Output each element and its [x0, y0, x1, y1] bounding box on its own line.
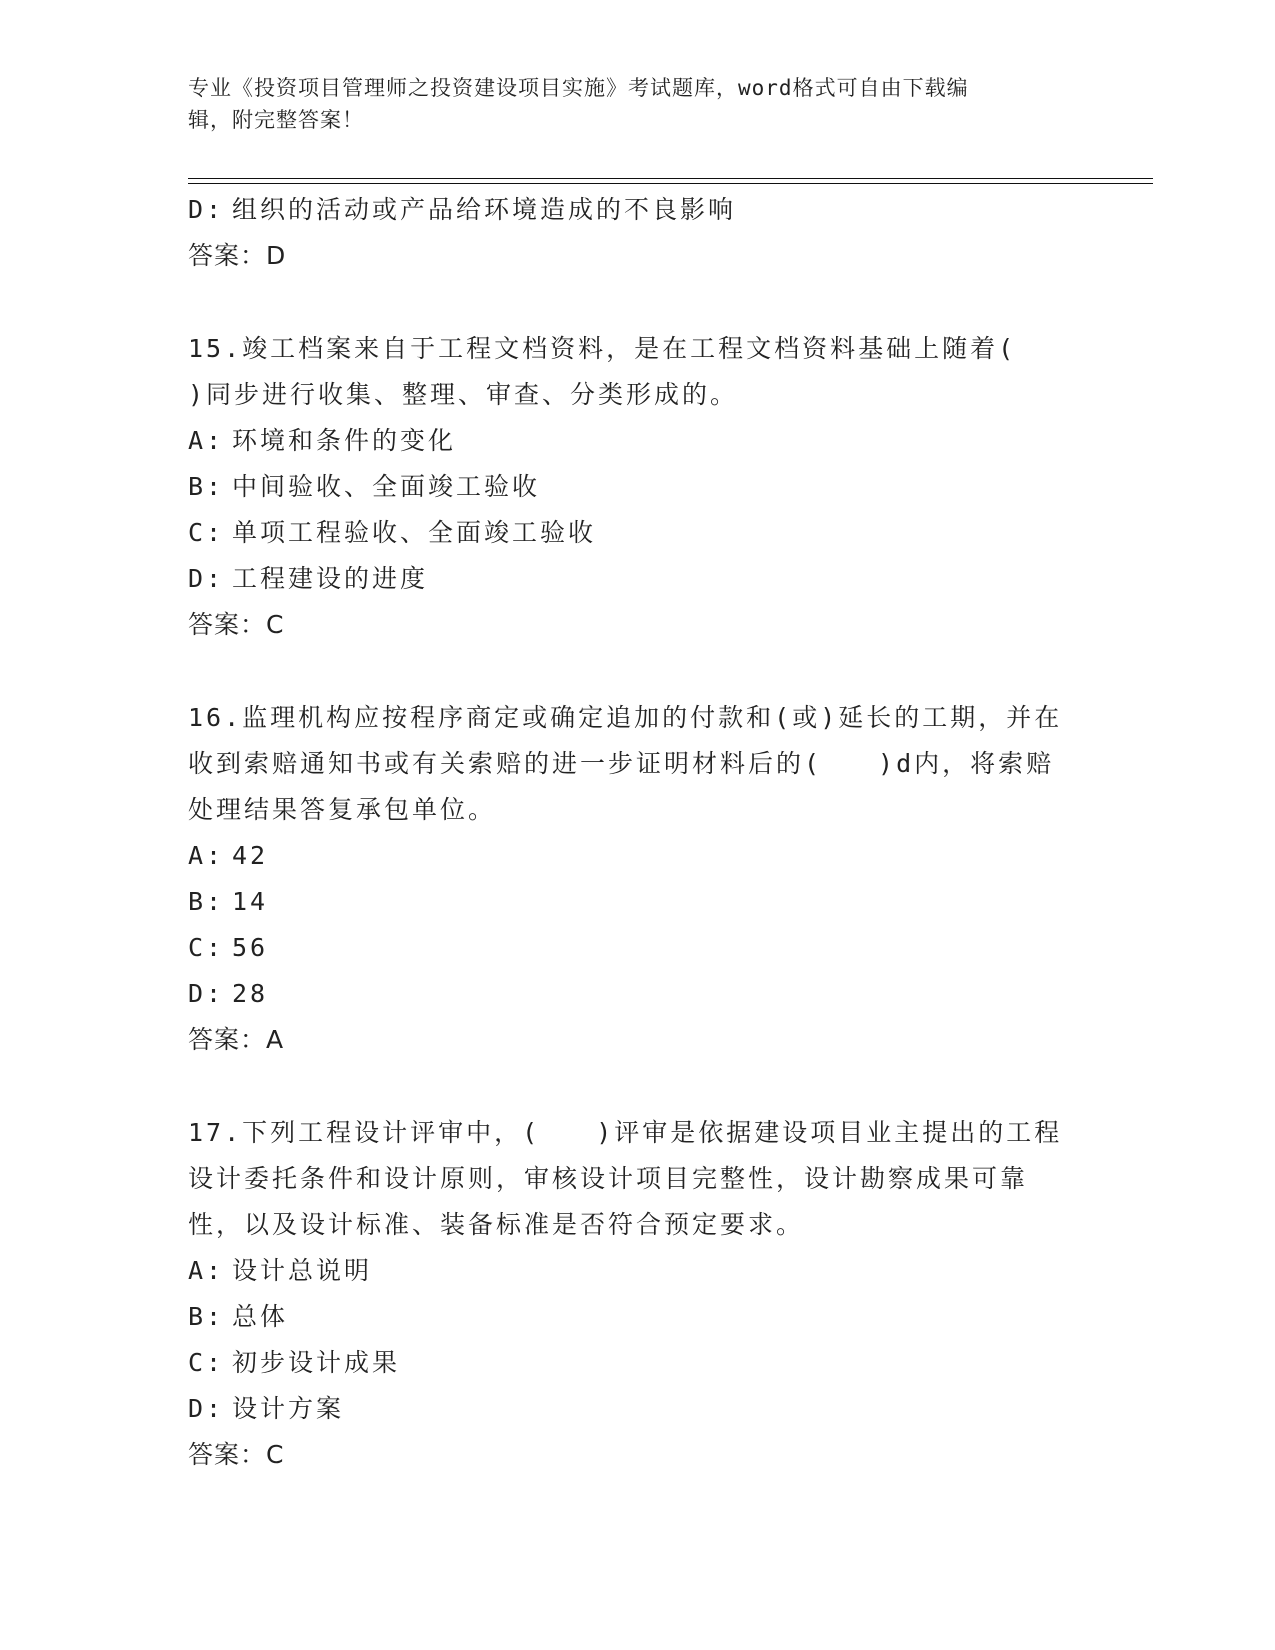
option-text: 环境和条件的变化: [232, 426, 457, 455]
option-text: 总体: [232, 1302, 289, 1331]
option-label: C:: [188, 518, 225, 547]
option-text: 设计总说明: [232, 1256, 373, 1285]
option-b: [188, 1294, 1078, 1340]
option-text: 中间验收、全面竣工验收: [232, 472, 541, 501]
question-text-line: )同步进行收集、整理、审查、分类形成的。: [188, 380, 739, 409]
option-text: 设计方案: [232, 1394, 345, 1423]
header-rule-bottom: [188, 183, 1153, 184]
option-text: 组织的活动或产品给环境造成的不良影响: [232, 195, 737, 224]
question-text-line: 收到索赔通知书或有关索赔的进一步证明材料后的( )d内，将索赔: [188, 749, 1055, 778]
question-17: [188, 1110, 1078, 1478]
option-label: A:: [188, 426, 225, 455]
option-label: B:: [188, 472, 225, 501]
option-b: [188, 464, 1078, 510]
option-a: [188, 833, 1078, 879]
option-label: B:: [188, 1302, 225, 1331]
spacer: [188, 648, 1078, 695]
option-label: D:: [188, 979, 225, 1008]
option-label: D:: [188, 564, 225, 593]
option-text: 28: [232, 979, 269, 1008]
question-content: [188, 187, 1078, 1478]
option-label: D:: [188, 195, 225, 224]
option-d: [188, 971, 1078, 1017]
option-label: C:: [188, 933, 225, 962]
header-line-1: 专业《投资项目管理师之投资建设项目实施》考试题库，word格式可自由下载编: [188, 76, 969, 100]
header-line-2: 辑，附完整答案！: [188, 108, 364, 132]
option-d: [188, 1386, 1078, 1432]
question-16: [188, 695, 1078, 1063]
option-text: 单项工程验收、全面竣工验收: [232, 518, 597, 547]
option-text: 42: [232, 841, 269, 870]
page-header: [188, 72, 1078, 136]
option-c: [188, 510, 1078, 556]
answer-line: 答案：C: [188, 1440, 285, 1469]
option-text: 初步设计成果: [232, 1348, 401, 1377]
option-c: [188, 925, 1078, 971]
answer-line: 答案：C: [188, 610, 285, 639]
question-text-line: 17.下列工程设计评审中，( )评审是依据建设项目业主提出的工程: [188, 1118, 1063, 1147]
option-label: B:: [188, 887, 225, 916]
option-a: [188, 418, 1078, 464]
question-text-line: 15.竣工档案来自于工程文档资料，是在工程文档资料基础上随着(: [188, 334, 1017, 363]
option-label: D:: [188, 1394, 225, 1423]
option-text: 工程建设的进度: [232, 564, 429, 593]
header-rule-top: [188, 178, 1153, 179]
question-15: [188, 326, 1078, 648]
question-text-line: 性，以及设计标准、装备标准是否符合预定要求。: [188, 1210, 805, 1239]
option-label: C:: [188, 1348, 225, 1377]
option-text: 14: [232, 887, 269, 916]
option-b: [188, 879, 1078, 925]
option-label: A:: [188, 841, 225, 870]
question-text-line: 设计委托条件和设计原则，审核设计项目完整性，设计勘察成果可靠: [188, 1164, 1029, 1193]
option-d: [188, 187, 1078, 233]
answer-line: 答案：D: [188, 241, 287, 270]
option-label: A:: [188, 1256, 225, 1285]
question-text-line: 16.监理机构应按程序商定或确定追加的付款和(或)延长的工期，并在: [188, 703, 1063, 732]
answer-line: 答案：A: [188, 1025, 285, 1054]
option-d: [188, 556, 1078, 602]
question-text-line: 处理结果答复承包单位。: [188, 795, 497, 824]
option-text: 56: [232, 933, 269, 962]
spacer: [188, 1063, 1078, 1110]
spacer: [188, 279, 1078, 326]
option-a: [188, 1248, 1078, 1294]
option-c: [188, 1340, 1078, 1386]
